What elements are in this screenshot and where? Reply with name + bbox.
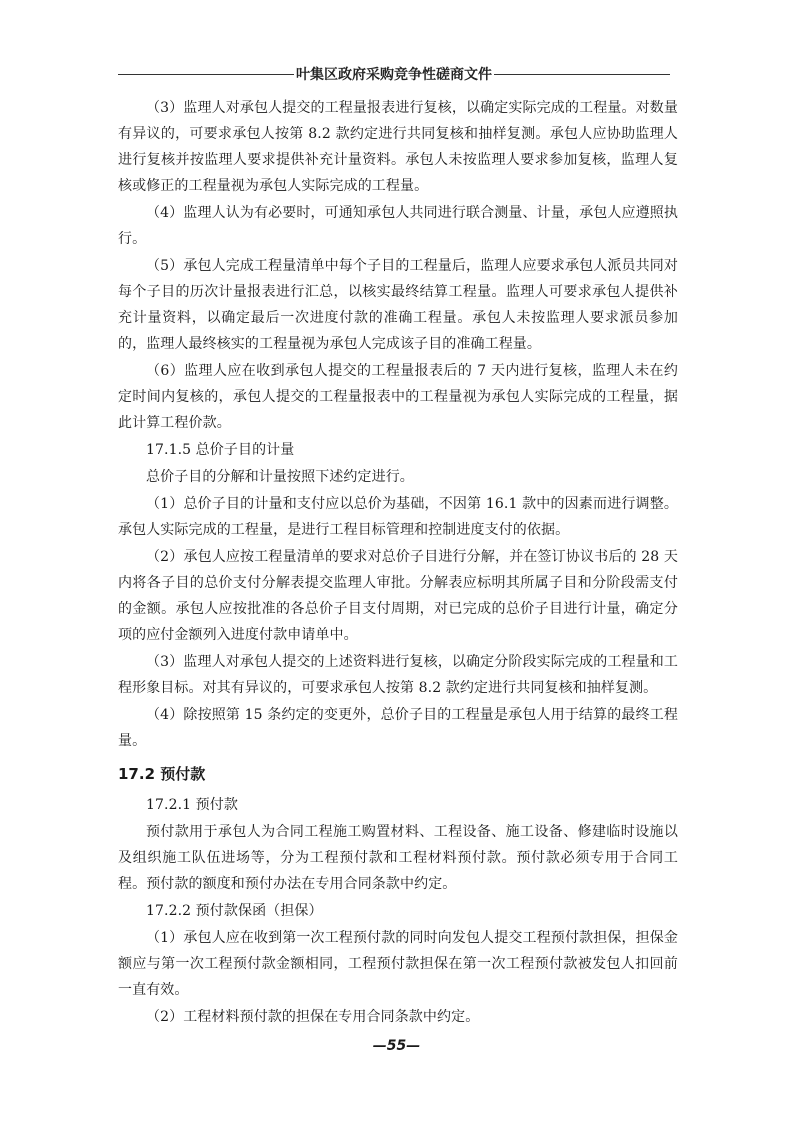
header-title: 叶集区政府采购竞争性磋商文件 xyxy=(296,67,492,83)
paragraph: （1）承包人应在收到第一次工程预付款的同时向发包人提交工程预付款担保，担保金额应与第一次工程预付款金额相同，工程预付款担保在第一次工程预付款被发包人扣回前一直有效。 xyxy=(118,930,678,998)
document-body xyxy=(118,95,678,1031)
paragraph: （4）监理人认为有必要时，可通知承包人共同进行联合测量、计量，承包人应遵照执行。 xyxy=(118,205,678,247)
paragraph: （3）监理人对承包人提交的上述资料进行复核，以确定分阶段实际完成的工程量和工程形象目标。对其有异议的，可要求承包人按第 8.2 款约定进行共同复核和抽样复测。 xyxy=(118,654,678,696)
paragraph: （6）监理人应在收到承包人提交的工程量报表后的 7 天内进行复核，监理人未在约定时间内复核的，承包人提交的工程量报表中的工程量视为承包人实际完成的工程量，据此计算工程价款。 xyxy=(118,363,678,431)
paragraph: （3）监理人对承包人提交的工程量报表进行复核，以确定实际完成的工程量。对数量有异议的，可要求承包人按第 8.2 款约定进行共同复核和抽样复测。承包人应协助监理人进行复核并按监理人要求提供补充计量资料。承包人未按监理人要求参加复核，监理人复核或修正的工程量视为承包人实际完成的工程量。 xyxy=(118,100,678,194)
page-header xyxy=(118,64,670,84)
paragraph: （2）工程材料预付款的担保在专用合同条款中约定。 xyxy=(146,1009,480,1025)
paragraph: （1）总价子目的计量和支付应以总价为基础，不因第 16.1 款中的因素而进行调整。承包人实际完成的工程量，是进行工程目标管理和控制进度支付的依据。 xyxy=(118,496,678,538)
subsection-heading: 17.1.5 总价子目的计量 xyxy=(146,442,295,458)
header-rule-left xyxy=(118,74,294,75)
paragraph: 预付款用于承包人为合同工程施工购置材料、工程设备、施工设备、修建临时设施以及组织施工队伍进场等，分为工程预付款和工程材料预付款。预付款必须专用于合同工程。预付款的额度和预付办法在专用合同条款中约定。 xyxy=(118,824,678,892)
subsection-heading: 17.2.2 预付款保函（担保） xyxy=(146,903,323,919)
section-heading: 17.2 预付款 xyxy=(118,765,206,783)
paragraph: （2）承包人应按工程量清单的要求对总价子目进行分解，并在签订协议书后的 28 天内将各子目的总价支付分解表提交监理人审批。分解表应标明其所属子目和分阶段需支付的金额。承包人应按批准的各总价子目支付周期，对已完成的总价子目进行计量，确定分项的应付金额列入进度付款申请单中。 xyxy=(118,549,678,643)
subsection-heading: 17.2.1 预付款 xyxy=(146,797,238,813)
page-number: —55— xyxy=(372,1038,421,1054)
paragraph: 总价子目的分解和计量按照下述约定进行。 xyxy=(146,469,414,485)
header-rule-right xyxy=(494,74,670,75)
paragraph: （5）承包人完成工程量清单中每个子目的工程量后，监理人应要求承包人派员共同对每个子目的历次计量报表进行汇总，以核实最终结算工程量。监理人可要求承包人提供补充计量资料，以确定最后一次进度付款的准确工程量。承包人未按监理人要求派员参加的，监理人最终核实的工程量视为承包人完成该子目的准确工程量。 xyxy=(118,258,678,352)
paragraph: （4）除按照第 15 条约定的变更外，总价子目的工程量是承包人用于结算的最终工程量。 xyxy=(118,707,678,749)
